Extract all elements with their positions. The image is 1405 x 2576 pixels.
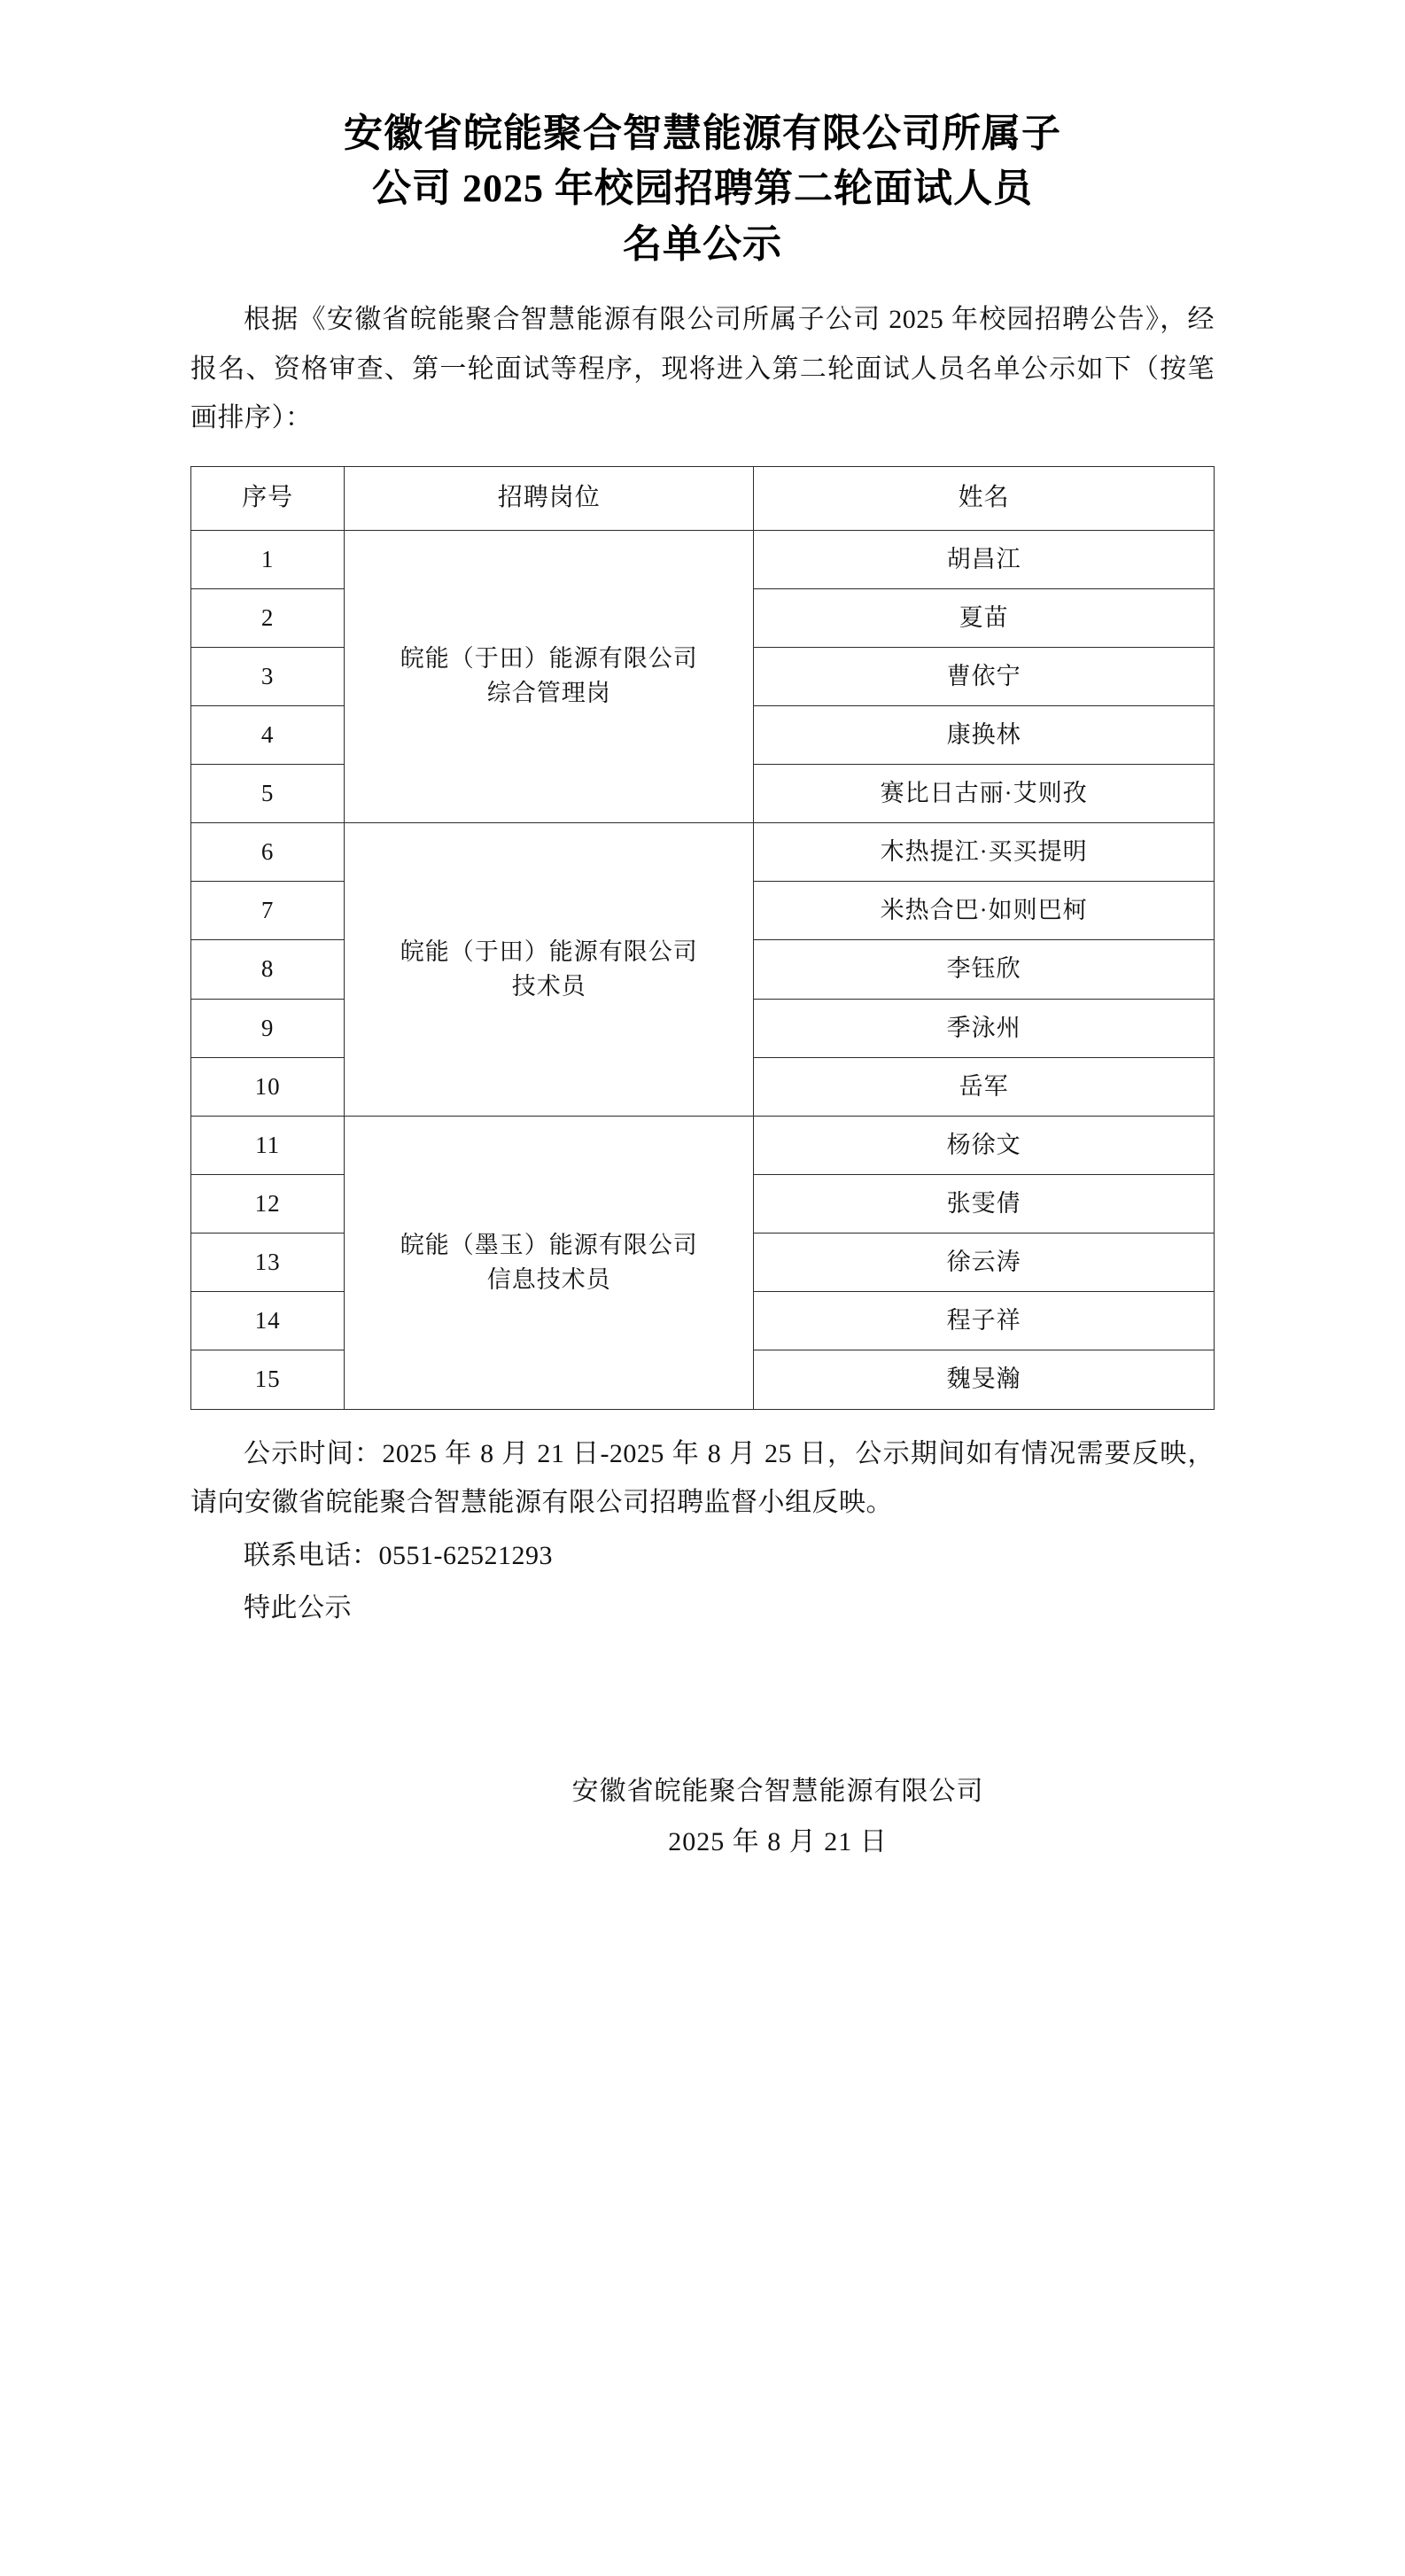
cell-post-line-1: 皖能（墨玉）能源有限公司 (400, 1231, 698, 1258)
signature-organization: 安徽省皖能聚合智慧能源有限公司 (571, 1776, 984, 1806)
table-row (191, 530, 1215, 588)
cell-name: 胡昌江 (754, 530, 1215, 588)
cell-name: 季泳州 (754, 999, 1215, 1057)
cell-name: 米热合巴·如则巴柯 (754, 882, 1215, 940)
cell-seq: 11 (191, 1116, 345, 1174)
page-title-line-1: 安徽省皖能聚合智慧能源有限公司所属子 (344, 112, 1061, 155)
signature-date: 2025 年 8 月 21 日 (668, 1826, 888, 1856)
notice-paragraph: 公示时间：2025 年 8 月 21 日-2025 年 8 月 25 日，公示期间如有情况需要反映，请向安徽省皖能聚合智慧能源有限公司招聘监督小组反映。 (190, 1438, 1215, 1518)
cell-post-group-1 (345, 530, 754, 823)
cell-seq: 4 (191, 705, 345, 764)
page-title-line-3: 名单公示 (623, 222, 782, 266)
cell-post-line-1: 皖能（于田）能源有限公司 (400, 938, 698, 965)
column-header-post: 招聘岗位 (345, 466, 754, 530)
cell-seq: 9 (191, 999, 345, 1057)
table-row (191, 1116, 1215, 1174)
cell-seq: 7 (191, 882, 345, 940)
cell-name: 赛比日古丽·艾则孜 (754, 765, 1215, 823)
cell-seq: 13 (191, 1234, 345, 1292)
column-header-name: 姓名 (754, 466, 1215, 530)
cell-seq: 15 (191, 1350, 345, 1409)
cell-name: 康换林 (754, 705, 1215, 764)
cell-name: 李钰欣 (754, 940, 1215, 999)
cell-seq: 3 (191, 647, 345, 705)
cell-post-line-2: 信息技术员 (486, 1265, 611, 1293)
cell-post-group-3 (345, 1116, 754, 1409)
cell-name: 岳军 (754, 1057, 1215, 1116)
table-row (191, 823, 1215, 882)
cell-name: 杨徐文 (754, 1116, 1215, 1174)
cell-name: 程子祥 (754, 1292, 1215, 1350)
cell-name: 木热提江·买买提明 (754, 823, 1215, 882)
cell-name: 曹依宁 (754, 647, 1215, 705)
cell-seq: 1 (191, 530, 345, 588)
cell-name: 徐云涛 (754, 1234, 1215, 1292)
cell-name: 魏旻瀚 (754, 1350, 1215, 1409)
interview-roster-table (190, 466, 1215, 1410)
column-header-seq: 序号 (191, 466, 345, 530)
signature-block (190, 1766, 1215, 1867)
contact-line: 联系电话：0551-62521293 (244, 1540, 553, 1570)
page-title (190, 106, 1215, 272)
cell-seq: 5 (191, 765, 345, 823)
cell-seq: 8 (191, 940, 345, 999)
intro-paragraph: 根据《安徽省皖能聚合智慧能源有限公司所属子公司 2025 年校园招聘公告》，经报名、资格审查、第一轮面试等程序，现将进入第二轮面试人员名单公示如下（按笔画排序）： (190, 305, 1215, 433)
table-header-row (191, 466, 1215, 530)
cell-name: 夏苗 (754, 588, 1215, 647)
cell-seq: 10 (191, 1057, 345, 1116)
cell-post-group-2 (345, 823, 754, 1117)
cell-seq: 12 (191, 1175, 345, 1234)
cell-seq: 2 (191, 588, 345, 647)
closing-line: 特此公示 (244, 1593, 352, 1623)
cell-post-line-2: 综合管理岗 (486, 680, 611, 707)
cell-post-line-1: 皖能（于田）能源有限公司 (400, 645, 698, 673)
cell-seq: 14 (191, 1292, 345, 1350)
page-title-line-2: 公司 2025 年校园招聘第二轮面试人员 (372, 167, 1033, 211)
cell-name: 张雯倩 (754, 1175, 1215, 1234)
tail-section (190, 1429, 1215, 1633)
cell-seq: 6 (191, 823, 345, 882)
cell-post-line-2: 技术员 (511, 973, 586, 1000)
